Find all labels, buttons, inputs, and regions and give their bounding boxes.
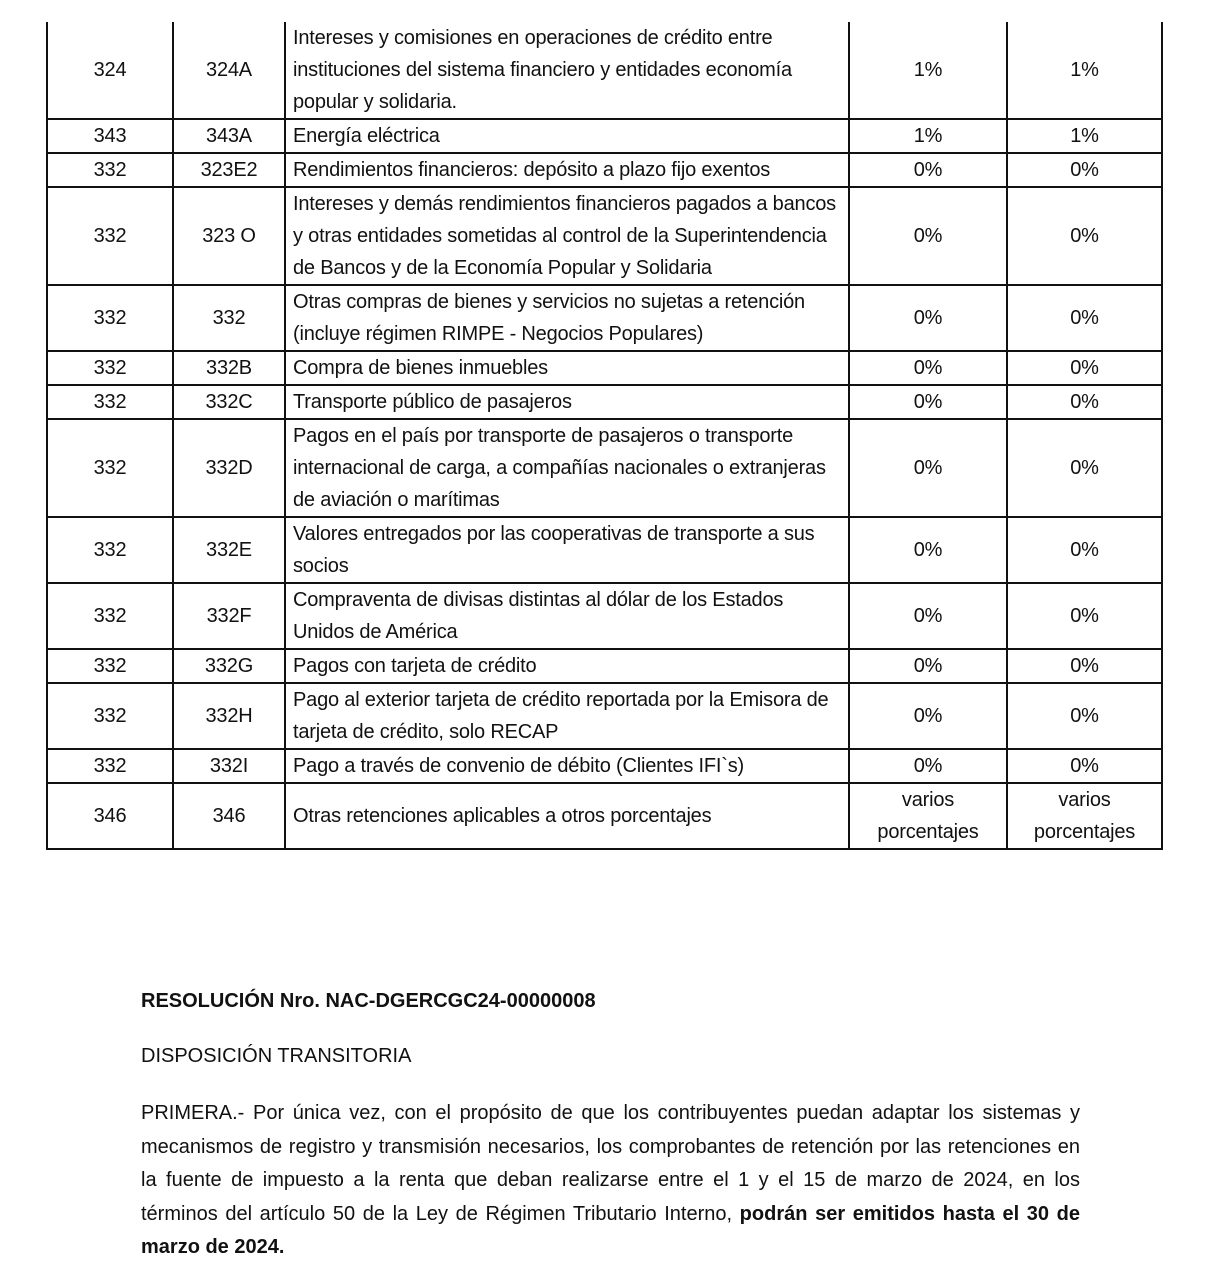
subcode-cell: 332H <box>173 683 285 749</box>
rate-cell: 1% <box>1007 119 1162 153</box>
code-cell: 332 <box>47 683 173 749</box>
rate-cell: 0% <box>849 683 1007 749</box>
table-row <box>47 119 1162 153</box>
rate-cell: 0% <box>1007 351 1162 385</box>
concept-cell: Energía eléctrica <box>285 119 849 153</box>
rate-cell: 0% <box>849 749 1007 783</box>
rate-cell: 0% <box>1007 285 1162 351</box>
code-cell: 332 <box>47 385 173 419</box>
concept-cell: Compraventa de divisas distintas al dólar de los Estados Unidos de América <box>285 583 849 649</box>
table-row <box>47 285 1162 351</box>
code-cell: 332 <box>47 583 173 649</box>
concept-cell: Compra de bienes inmuebles <box>285 351 849 385</box>
table-row <box>47 385 1162 419</box>
concept-cell: Pagos con tarjeta de crédito <box>285 649 849 683</box>
code-cell: 346 <box>47 783 173 849</box>
table-row <box>47 649 1162 683</box>
subcode-cell: 323 O <box>173 187 285 285</box>
subcode-cell: 332E <box>173 517 285 583</box>
concept-cell: Rendimientos financieros: depósito a plazo fijo exentos <box>285 153 849 187</box>
rate-cell: 0% <box>849 187 1007 285</box>
transitional-provision-paragraph <box>141 1097 1080 1265</box>
rate-cell: varios porcentajes <box>1007 783 1162 849</box>
rate-cell: 0% <box>1007 187 1162 285</box>
subcode-cell: 332I <box>173 749 285 783</box>
table-row <box>47 783 1162 849</box>
table-row <box>47 22 1162 119</box>
rate-cell: 1% <box>1007 22 1162 119</box>
code-cell: 332 <box>47 649 173 683</box>
rate-cell: 0% <box>849 517 1007 583</box>
concept-cell: Pagos en el país por transporte de pasajeros o transporte internacional de carga, a compañías nacionales o extranjeras de aviación o marítimas <box>285 419 849 517</box>
resolution-title: RESOLUCIÓN Nro. NAC-DGERCGC24-00000008 <box>141 990 596 1012</box>
rate-cell: 0% <box>849 153 1007 187</box>
subcode-cell: 332B <box>173 351 285 385</box>
rate-cell: 0% <box>849 285 1007 351</box>
concept-cell: Intereses y comisiones en operaciones de crédito entre instituciones del sistema financiero y entidades economía popular y solidaria. <box>285 22 849 119</box>
table-row <box>47 351 1162 385</box>
subcode-cell: 323E2 <box>173 153 285 187</box>
concept-cell: Otras compras de bienes y servicios no sujetas a retención (incluye régimen RIMPE - Negocios Populares) <box>285 285 849 351</box>
rate-cell: 0% <box>849 385 1007 419</box>
subcode-cell: 343A <box>173 119 285 153</box>
rate-cell: 0% <box>849 649 1007 683</box>
subcode-cell: 332 <box>173 285 285 351</box>
rate-cell: 1% <box>849 22 1007 119</box>
rate-cell: 0% <box>1007 583 1162 649</box>
concept-cell: Pago a través de convenio de débito (Clientes IFI`s) <box>285 749 849 783</box>
code-cell: 332 <box>47 749 173 783</box>
subcode-cell: 324A <box>173 22 285 119</box>
subcode-cell: 332F <box>173 583 285 649</box>
withholding-rates-table <box>46 22 1163 850</box>
code-cell: 332 <box>47 187 173 285</box>
subcode-cell: 332D <box>173 419 285 517</box>
code-cell: 332 <box>47 419 173 517</box>
paragraph-text: PRIMERA.- Por única vez, con el propósito de que los contribuyentes puedan adaptar los sistemas y mecanismos de registro y transmisión necesarios, los comprobantes de retención por las retenciones en la fuente de impuesto a la renta que deban realizarse entre el 1 y el 15 de marzo de 2024, en los términos del artículo 50 de la Ley de Régimen Tributario Interno, <box>141 1102 1080 1225</box>
subcode-cell: 332C <box>173 385 285 419</box>
concept-cell: Valores entregados por las cooperativas de transporte a sus socios <box>285 517 849 583</box>
table-row <box>47 749 1162 783</box>
code-cell: 332 <box>47 517 173 583</box>
code-cell: 324 <box>47 22 173 119</box>
code-cell: 332 <box>47 351 173 385</box>
table-row <box>47 187 1162 285</box>
table-row <box>47 153 1162 187</box>
rate-cell: 0% <box>849 351 1007 385</box>
rate-cell: 0% <box>1007 517 1162 583</box>
concept-cell: Transporte público de pasajeros <box>285 385 849 419</box>
rate-cell: 1% <box>849 119 1007 153</box>
concept-cell: Otras retenciones aplicables a otros porcentajes <box>285 783 849 849</box>
concept-cell: Intereses y demás rendimientos financieros pagados a bancos y otras entidades sometidas al control de la Superintendencia de Bancos y de la Economía Popular y Solidaria <box>285 187 849 285</box>
code-cell: 332 <box>47 285 173 351</box>
rate-cell: 0% <box>849 419 1007 517</box>
rate-cell: 0% <box>1007 385 1162 419</box>
code-cell: 343 <box>47 119 173 153</box>
section-heading: DISPOSICIÓN TRANSITORIA <box>141 1045 412 1067</box>
rate-cell: 0% <box>1007 749 1162 783</box>
code-cell: 332 <box>47 153 173 187</box>
table-row <box>47 517 1162 583</box>
subcode-cell: 332G <box>173 649 285 683</box>
table-row <box>47 683 1162 749</box>
concept-cell: Pago al exterior tarjeta de crédito reportada por la Emisora de tarjeta de crédito, solo RECAP <box>285 683 849 749</box>
paragraph-bold-text: podrán ser emitidos hasta el 30 de marzo de 2024. <box>141 1202 1080 1258</box>
rate-cell: 0% <box>1007 153 1162 187</box>
rate-cell: 0% <box>1007 419 1162 517</box>
subcode-cell: 346 <box>173 783 285 849</box>
rate-cell: 0% <box>1007 649 1162 683</box>
rate-cell: 0% <box>1007 683 1162 749</box>
table-row <box>47 583 1162 649</box>
rate-cell: varios porcentajes <box>849 783 1007 849</box>
rate-cell: 0% <box>849 583 1007 649</box>
table-row <box>47 419 1162 517</box>
